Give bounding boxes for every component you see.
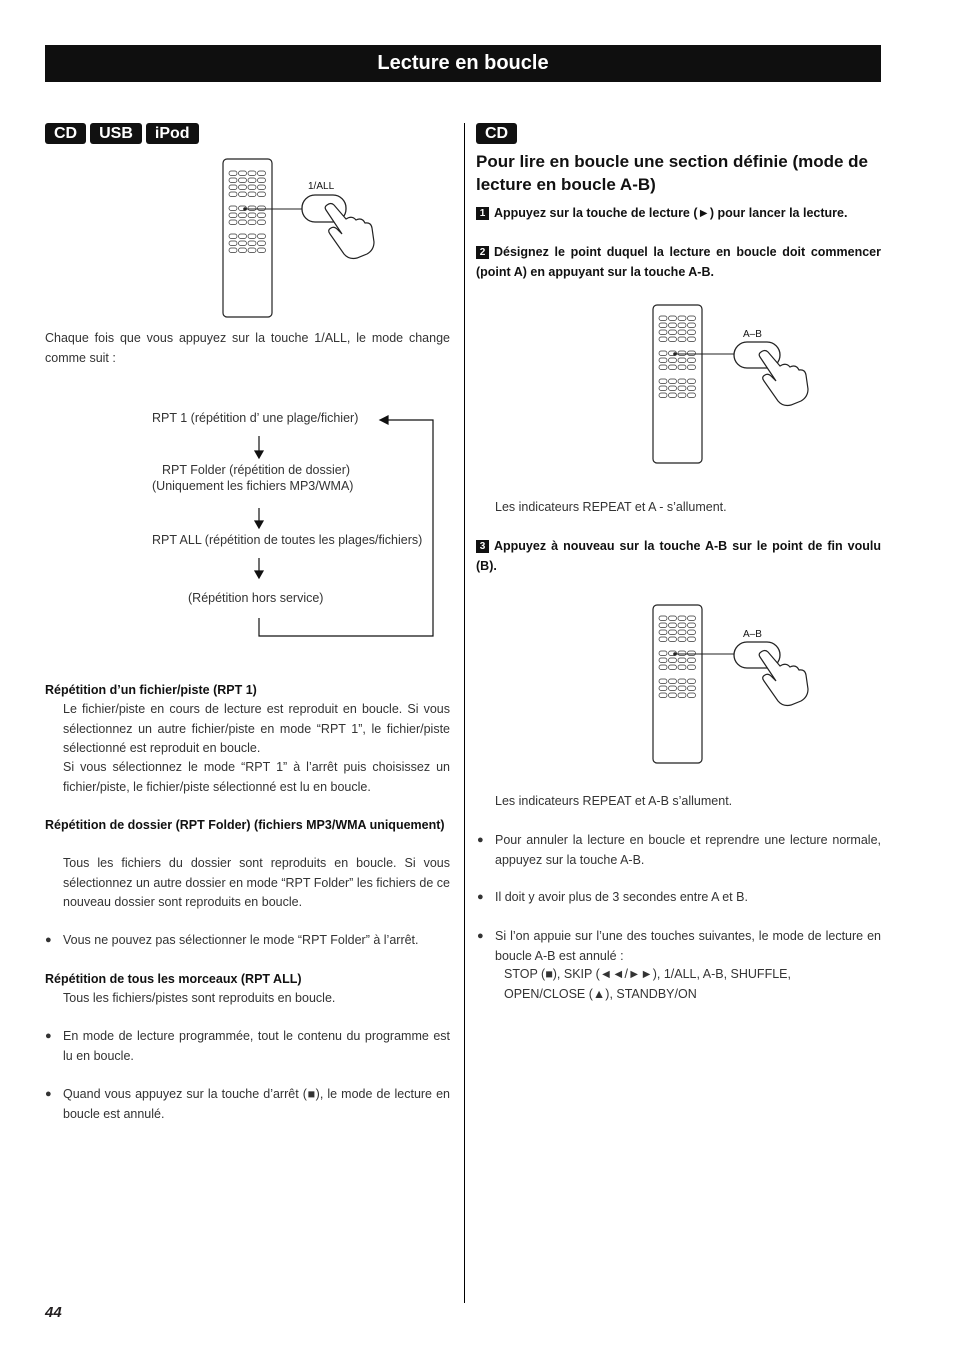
page-title: Lecture en boucle: [45, 45, 881, 82]
step2: [476, 243, 881, 282]
step1: [476, 204, 881, 224]
bullet-dot: ●: [477, 891, 484, 903]
right-bullet3-intro: Si l’on appuie sur l’une des touches suivantes, le mode de lecture en boucle A-B est annulé :: [495, 929, 881, 963]
step3-text: Appuyez à nouveau sur la touche A-B sur le point de fin voulu (B).: [476, 539, 881, 573]
flow-off: (Répétition hors service): [188, 591, 324, 605]
column-divider: [464, 123, 465, 1303]
bullet-dot: ●: [45, 1030, 52, 1042]
flow-folder-line2: (Uniquement les fichiers MP3/WMA): [152, 479, 354, 493]
left-bullet2: [45, 1085, 450, 1124]
step1-text: Appuyez sur la touche de lecture (►) pour lancer la lecture.: [494, 206, 848, 220]
sec2-bullet: [45, 931, 450, 951]
sec2-bullet-text: Vous ne pouvez pas sélectionner le mode “RPT Folder” à l’arrêt.: [63, 933, 419, 947]
flow-arrows: [240, 410, 440, 640]
bullet-dot: ●: [45, 934, 52, 946]
pointing-hand-icon: [759, 651, 808, 706]
step2-text: Désignez le point duquel la lecture en boucle doit commencer (point A) en appuyant sur la touche A-B.: [476, 245, 881, 279]
step1-number: 1: [476, 207, 489, 220]
flow-rpt1: RPT 1 (répétition d’ une plage/fichier): [152, 411, 359, 425]
remote-illustration-1all: [215, 155, 385, 320]
remote-illustration-ab-1: [645, 300, 815, 470]
sec1-paragraph1: Le fichier/piste en cours de lecture est reproduit en boucle. Si vous sélectionnez un autre fichier/piste en mode “RPT 1”, le fichier/piste sélectionné est reproduit en boucle.: [63, 702, 450, 755]
pointing-hand-icon: [759, 351, 808, 406]
right-bullet2: [477, 888, 881, 908]
sec3-paragraph1: Tous les fichiers/pistes sont reproduits en boucle.: [63, 991, 336, 1005]
remote-control-icon: [653, 305, 702, 463]
sec1-title: Répétition d’un fichier/piste (RPT 1): [45, 683, 257, 697]
1all-label: 1/ALL: [308, 181, 335, 192]
page-number: 44: [45, 1304, 62, 1321]
remote-illustration-ab-2: [645, 600, 815, 770]
indicator1: Les indicateurs REPEAT et A - s’allument.: [495, 500, 727, 514]
sec1-paragraph2: Si vous sélectionnez le mode “RPT 1” à l’arrêt puis choisissez un fichier/piste, le fichier/piste sélectionné est lu en boucle.: [63, 760, 450, 794]
right-bullet3-keys1: STOP (■), SKIP (◄◄/►►), 1/ALL, A-B, SHUFFLE,: [504, 967, 791, 981]
sec2-title: Répétition de dossier (RPT Folder) (fichiers MP3/WMA uniquement): [45, 818, 445, 832]
left-bullet1-text: En mode de lecture programmée, tout le contenu du programme est lu en boucle.: [63, 1029, 450, 1063]
remote-control-icon: [223, 159, 272, 317]
badge-usb: USB: [90, 123, 142, 144]
ab-label: A–B: [743, 629, 762, 640]
right-bullet2-text: Il doit y avoir plus de 3 secondes entre A et B.: [495, 890, 748, 904]
step2-number: 2: [476, 246, 489, 259]
sec3-title: Répétition de tous les morceaux (RPT ALL): [45, 972, 302, 986]
badge-cd: CD: [45, 123, 86, 144]
left-bullet1: [45, 1027, 450, 1066]
bullet-dot: ●: [477, 930, 484, 942]
flow-all: RPT ALL (répétition de toutes les plages/fichiers): [152, 533, 423, 547]
badge-cd-right: CD: [476, 123, 517, 144]
indicator2: Les indicateurs REPEAT et A-B s’allument.: [495, 794, 733, 808]
bullet-dot: ●: [45, 1088, 52, 1100]
bullet-dot: ●: [477, 834, 484, 846]
ab-label: A–B: [743, 329, 762, 340]
right-bullet1-text: Pour annuler la lecture en boucle et reprendre une lecture normale, appuyez sur la touche A-B.: [495, 833, 881, 867]
step3: [476, 537, 881, 576]
section-heading-ab: Pour lire en boucle une section définie (mode de lecture en boucle A-B): [476, 152, 869, 194]
right-bullet3-keys2: OPEN/CLOSE (▲), STANDBY/ON: [504, 987, 697, 1001]
right-bullet3: [477, 927, 881, 966]
pointing-hand-icon: [325, 204, 374, 259]
sec2-paragraph1: Tous les fichiers du dossier sont reproduits en boucle. Si vous sélectionnez un autre dossier en mode “RPT Folder” les fichiers de ce nouveau dossier sont reproduits en boucle.: [63, 856, 450, 909]
step3-number: 3: [476, 540, 489, 553]
media-badges: [45, 123, 199, 144]
remote-control-icon: [653, 605, 702, 763]
badge-ipod: iPod: [146, 123, 199, 144]
right-bullet1: [477, 831, 881, 870]
left-bullet2-text: Quand vous appuyez sur la touche d’arrêt (■), le mode de lecture en boucle est annulé.: [63, 1087, 450, 1121]
flow-folder-line1: RPT Folder (répétition de dossier): [162, 463, 351, 477]
intro-text: Chaque fois que vous appuyez sur la touche 1/ALL, le mode change comme suit :: [45, 331, 450, 365]
